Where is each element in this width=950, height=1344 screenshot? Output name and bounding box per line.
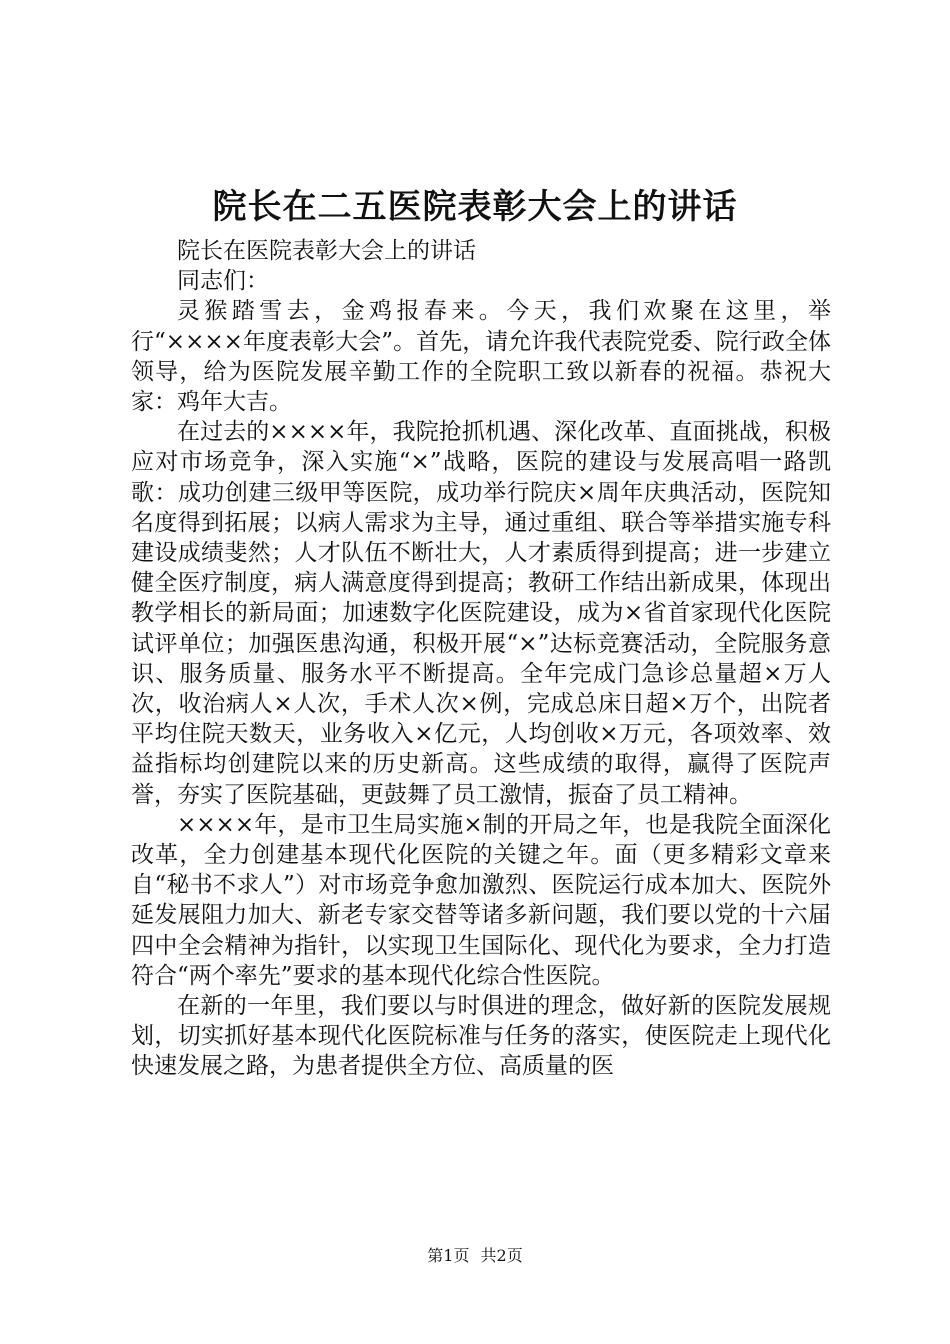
body-paragraph: 灵猴踏雪去，金鸡报春来。今天，我们欢聚在这里，举行“××××年度表彰大会”。首先，请允许我代表院党委、院行政全体领导，给为医院发展辛勤工作的全院职工致以新春的祝福。恭祝大家：鸡年大吉。 (131, 298, 831, 416)
body-paragraph: 在过去的××××年，我院抢抓机遇、深化改革、直面挑战，积极应对市场竞争，深入实施“×”战略，医院的建设与发展高唱一路凯歌：成功创建三级甲等医院，成功举行院庆×周年庆典活动，医院知名度得到拓展；以病人需求为主导，通过重组、联合等举措实施专科建设成绩斐然；人才队伍不断壮大，人才素质得到提高；进一步建立健全医疗制度，病人满意度得到提高；教研工作结出新成果，体现出教学相长的新局面；加速数字化医院建设，成为×省首家现代化医院试评单位；加强医患沟通，积极开展“×”达标竞赛活动，全院服务意识、服务质量、服务水平不断提高。全年完成门急诊总量超×万人次，收治病人×人次，手术人次×例，完成总床日超×万个，出院者平均住院天数天，业务收入×亿元，人均创收×万元，各项效率、效益指标均创建院以来的历史新高。这些成绩的取得，赢得了医院声誉，夯实了医院基础，更鼓舞了员工激情，振奋了员工精神。 (131, 419, 831, 808)
page-number: 第1页 (427, 1246, 470, 1265)
page-total: 共2页 (480, 1246, 523, 1265)
body-paragraph: 在新的一年里，我们要以与时俱进的理念，做好新的医院发展规划，切实抓好基本现代化医院标准与任务的落实，使医院走上现代化快速发展之路，为患者提供全方位、高质量的医 (131, 993, 831, 1080)
document-title: 院长在二五医院表彰大会上的讲话 (212, 187, 738, 227)
salutation-paragraph: 同志们： (177, 268, 269, 295)
body-paragraph: ××××年，是市卫生局实施×制的开局之年，也是我院全面深化改革，全力创建基本现代化医院的关键之年。面（更多精彩文章来自“秘书不求人”）对市场竞争愈加激烈、医院运行成本加大、医院外延发展阻力加大、新老专家交替等诸多新问题，我们要以党的十六届四中全会精神为指针，以实现卫生国际化、现代化为要求，全力打造符合“两个率先”要求的基本现代化综合性医院。 (131, 811, 831, 989)
page-footer (0, 1244, 950, 1268)
subtitle-paragraph: 院长在医院表彰大会上的讲话 (177, 238, 476, 264)
document-body (131, 236, 831, 1082)
